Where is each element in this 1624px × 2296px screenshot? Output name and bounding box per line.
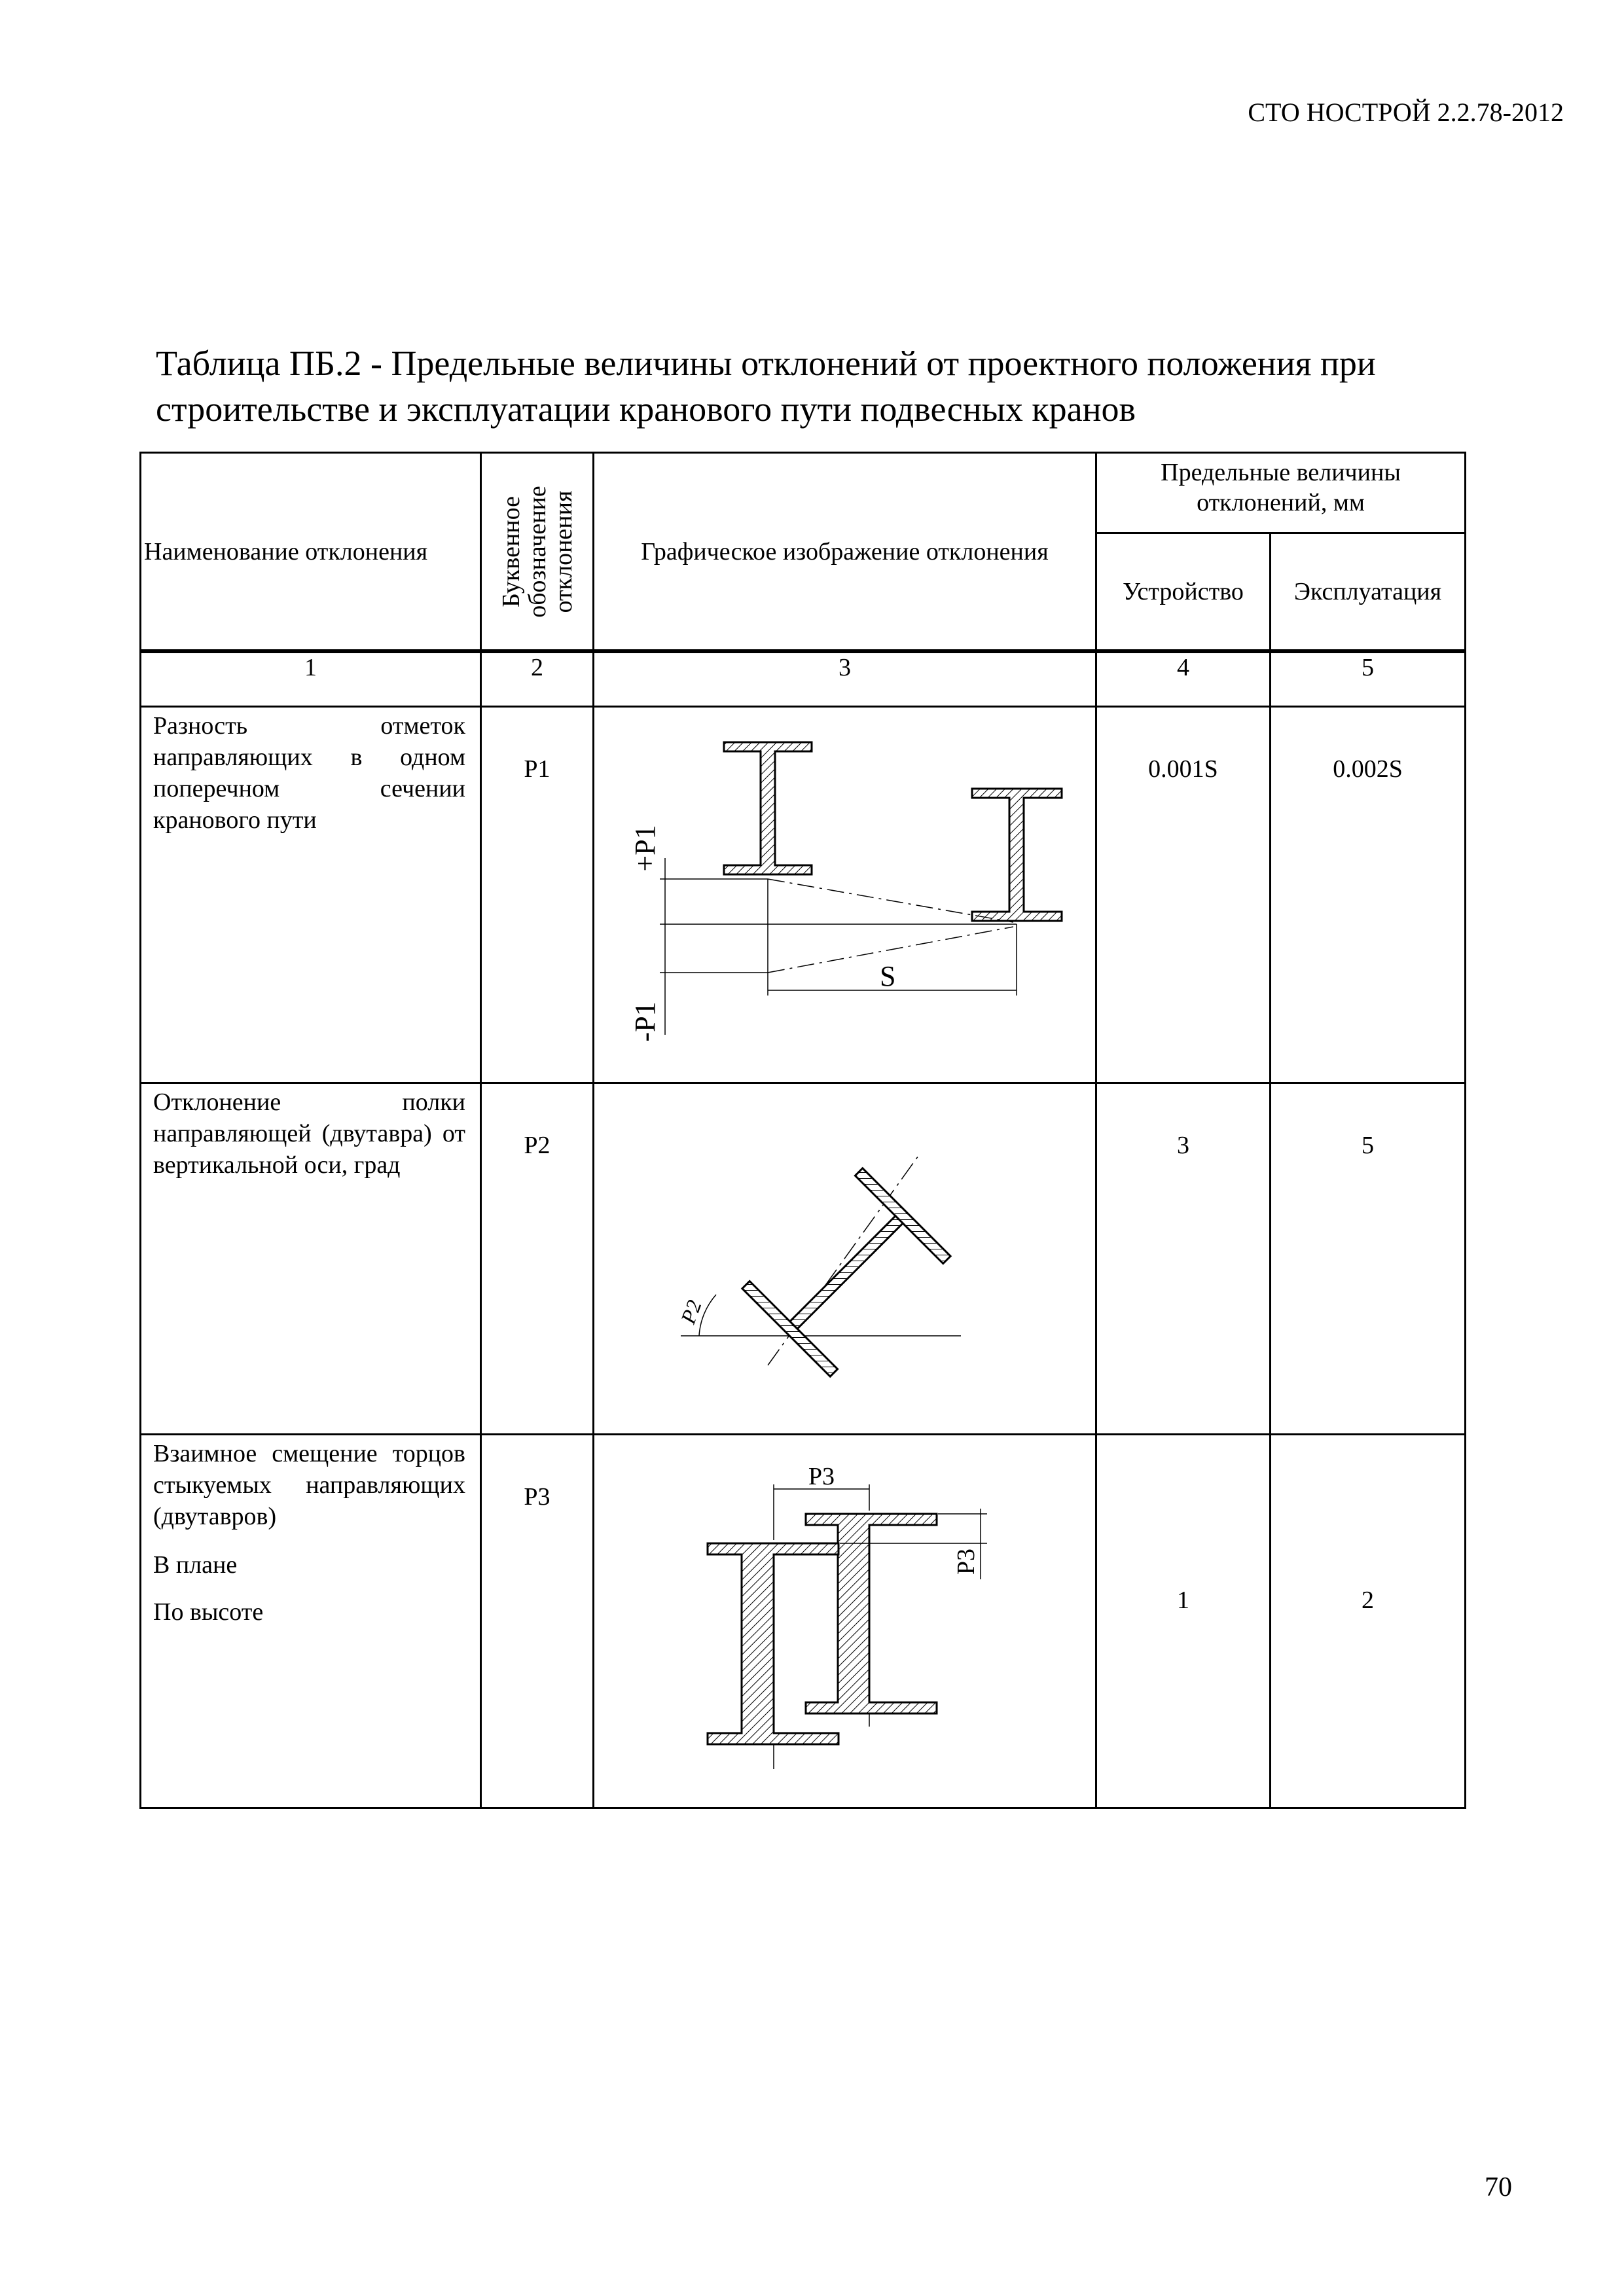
header-graphic: Графическое изображение отклонения (594, 453, 1096, 651)
deviation-code: P2 (524, 1132, 550, 1159)
deviation-code: P3 (524, 1483, 550, 1511)
header-code-text: Буквенное обозначение отклонения (497, 485, 577, 618)
column-number: 4 (1096, 653, 1271, 707)
table-caption (156, 340, 1498, 432)
deviation-sub-height: По высоте (153, 1598, 264, 1626)
figure-label-minus: -P1 (629, 1001, 661, 1042)
install-value: 1 (1177, 1587, 1189, 1614)
deviation-sub-plan: В плане (153, 1551, 238, 1579)
table-row (141, 1083, 1466, 1435)
figure-p2-flange-tilt (594, 1084, 1097, 1427)
column-number: 3 (594, 653, 1096, 707)
figure-label-span: S (880, 960, 896, 992)
column-number: 2 (481, 653, 594, 707)
operation-value: 0.002S (1333, 755, 1403, 783)
deviation-name: Взаимное смещение торцов стыкуемых направляющих (двутавров) (153, 1440, 465, 1530)
column-number: 5 (1271, 653, 1466, 707)
operation-value: 2 (1362, 1587, 1374, 1614)
header-row-top (141, 453, 1466, 533)
figure-label-top: P3 (808, 1463, 835, 1490)
operation-value: 5 (1362, 1132, 1374, 1159)
figure-label-angle: P2 (676, 1297, 706, 1327)
column-number: 1 (141, 653, 481, 707)
figure-label-side: P3 (952, 1548, 980, 1575)
document-code: СТО НОСТРОЙ 2.2.78-2012 (1248, 98, 1564, 127)
header-install: Устройство (1096, 533, 1271, 651)
install-value: 3 (1177, 1132, 1189, 1159)
install-value: 0.001S (1148, 755, 1218, 783)
deviation-name: Отклонение полки направляющей (двутавра) от вертикальной оси, град (153, 1088, 465, 1179)
deviation-code: P1 (524, 755, 550, 783)
column-number-row (141, 653, 1466, 707)
figure-p3-end-offset (594, 1435, 1097, 1801)
header-limits: Предельные величины отклонений, мм (1096, 453, 1466, 533)
header-name: Наименование отклонения (141, 453, 481, 651)
caption-line-1: Таблица ПБ.2 - Предельные величины отклонений от проектного положения при (156, 344, 1376, 383)
caption-line-2: строительстве и эксплуатации кранового пути подвесных кранов (156, 389, 1136, 429)
figure-p1-height-difference (594, 708, 1097, 1075)
header-code (481, 453, 594, 651)
page-number: 70 (1485, 2172, 1512, 2202)
header-operation: Эксплуатация (1271, 533, 1466, 651)
deviation-name: Разность отметок направляющих в одном поперечном сечении кранового пути (153, 712, 465, 834)
figure-label-plus: +P1 (629, 825, 661, 872)
deviation-table (139, 452, 1466, 1809)
table-row (141, 1435, 1466, 1808)
table-row (141, 707, 1466, 1083)
